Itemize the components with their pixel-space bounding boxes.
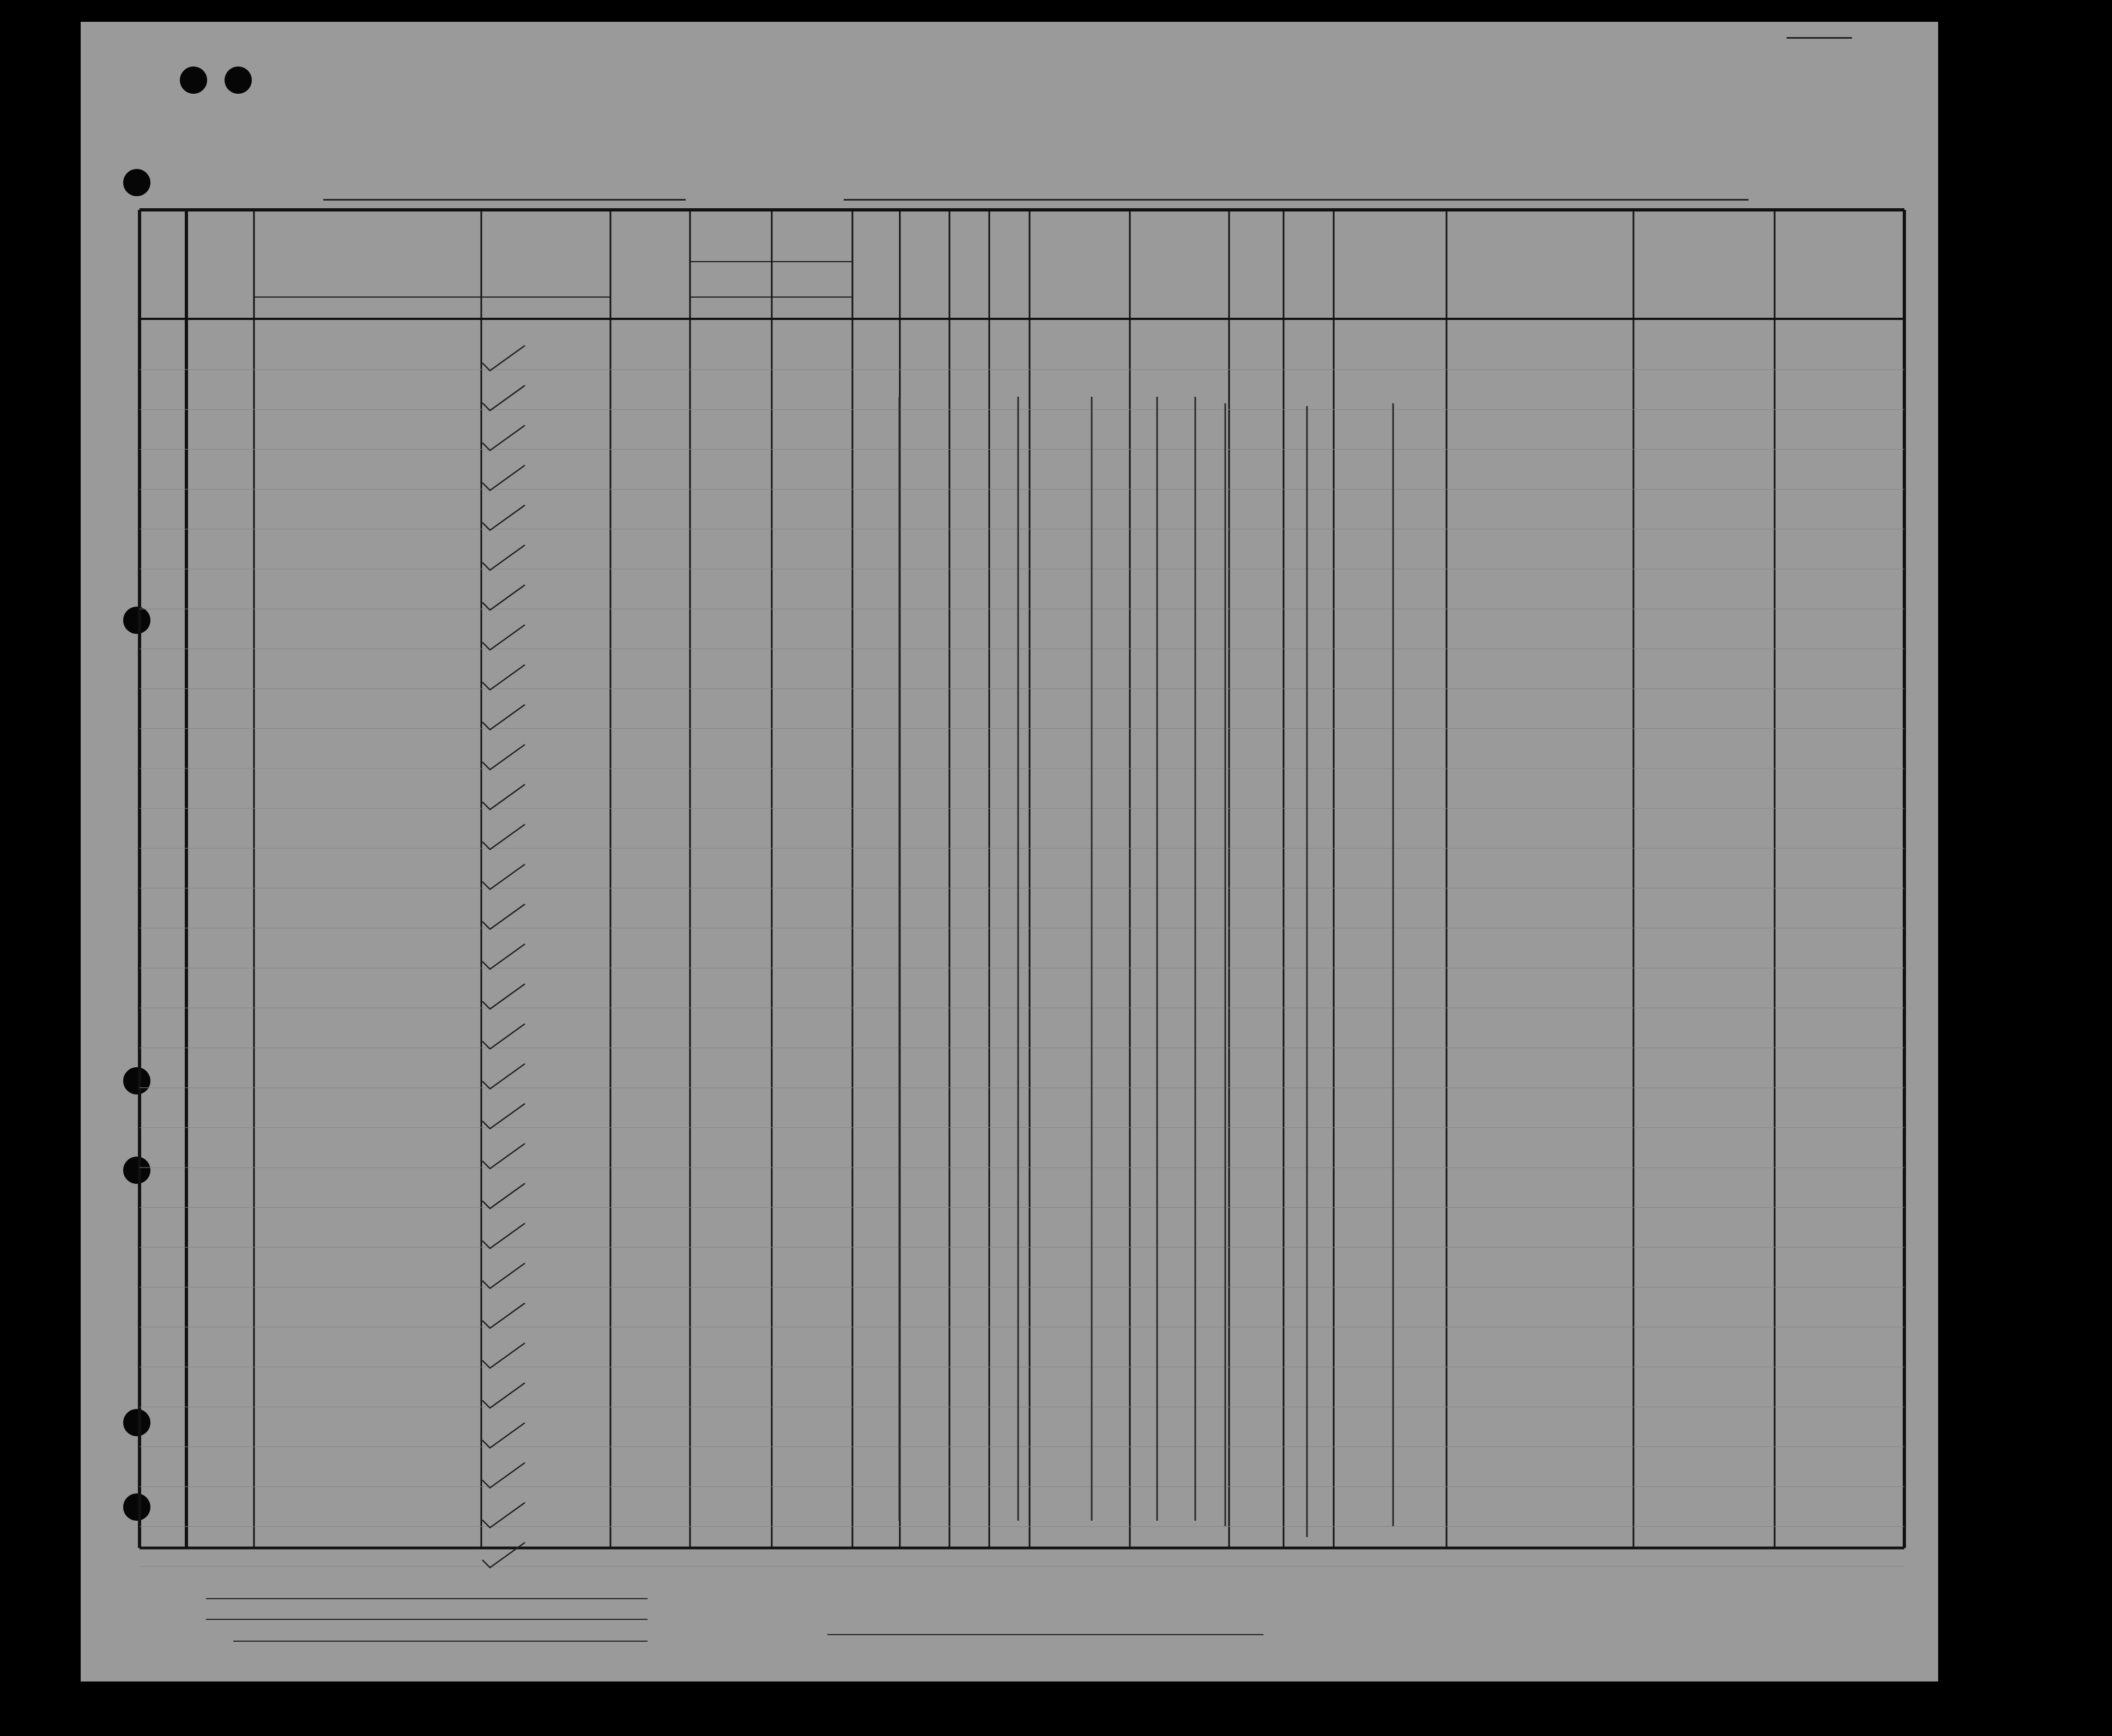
check-mark [482, 1223, 525, 1248]
check-mark [482, 1024, 525, 1049]
check-mark [482, 346, 525, 371]
check-mark [482, 1383, 525, 1408]
check-mark [482, 1503, 525, 1528]
check-mark [482, 1183, 525, 1208]
check-mark [482, 625, 525, 650]
check-mark [482, 1263, 525, 1289]
check-mark [482, 1303, 525, 1328]
check-mark [482, 1343, 525, 1368]
check-mark [482, 585, 525, 610]
check-mark [482, 1064, 525, 1089]
check-mark [482, 904, 525, 929]
check-mark [482, 425, 525, 450]
check-mark [482, 545, 525, 570]
check-mark [482, 465, 525, 491]
check-mark [482, 1543, 525, 1568]
check-mark [482, 944, 525, 969]
check-mark [482, 784, 525, 809]
check-mark [482, 745, 525, 770]
check-mark [482, 864, 525, 890]
check-mark [482, 1104, 525, 1129]
check-mark [482, 385, 525, 410]
check-mark [482, 705, 525, 730]
check-mark [482, 984, 525, 1009]
manifest-sheet [81, 22, 1938, 1681]
check-mark [482, 1463, 525, 1488]
check-mark [482, 1423, 525, 1448]
check-mark [482, 505, 525, 530]
check-mark [482, 665, 525, 690]
check-mark [482, 824, 525, 849]
check-mark [482, 1144, 525, 1169]
manifest-table-grid [81, 22, 1938, 1681]
